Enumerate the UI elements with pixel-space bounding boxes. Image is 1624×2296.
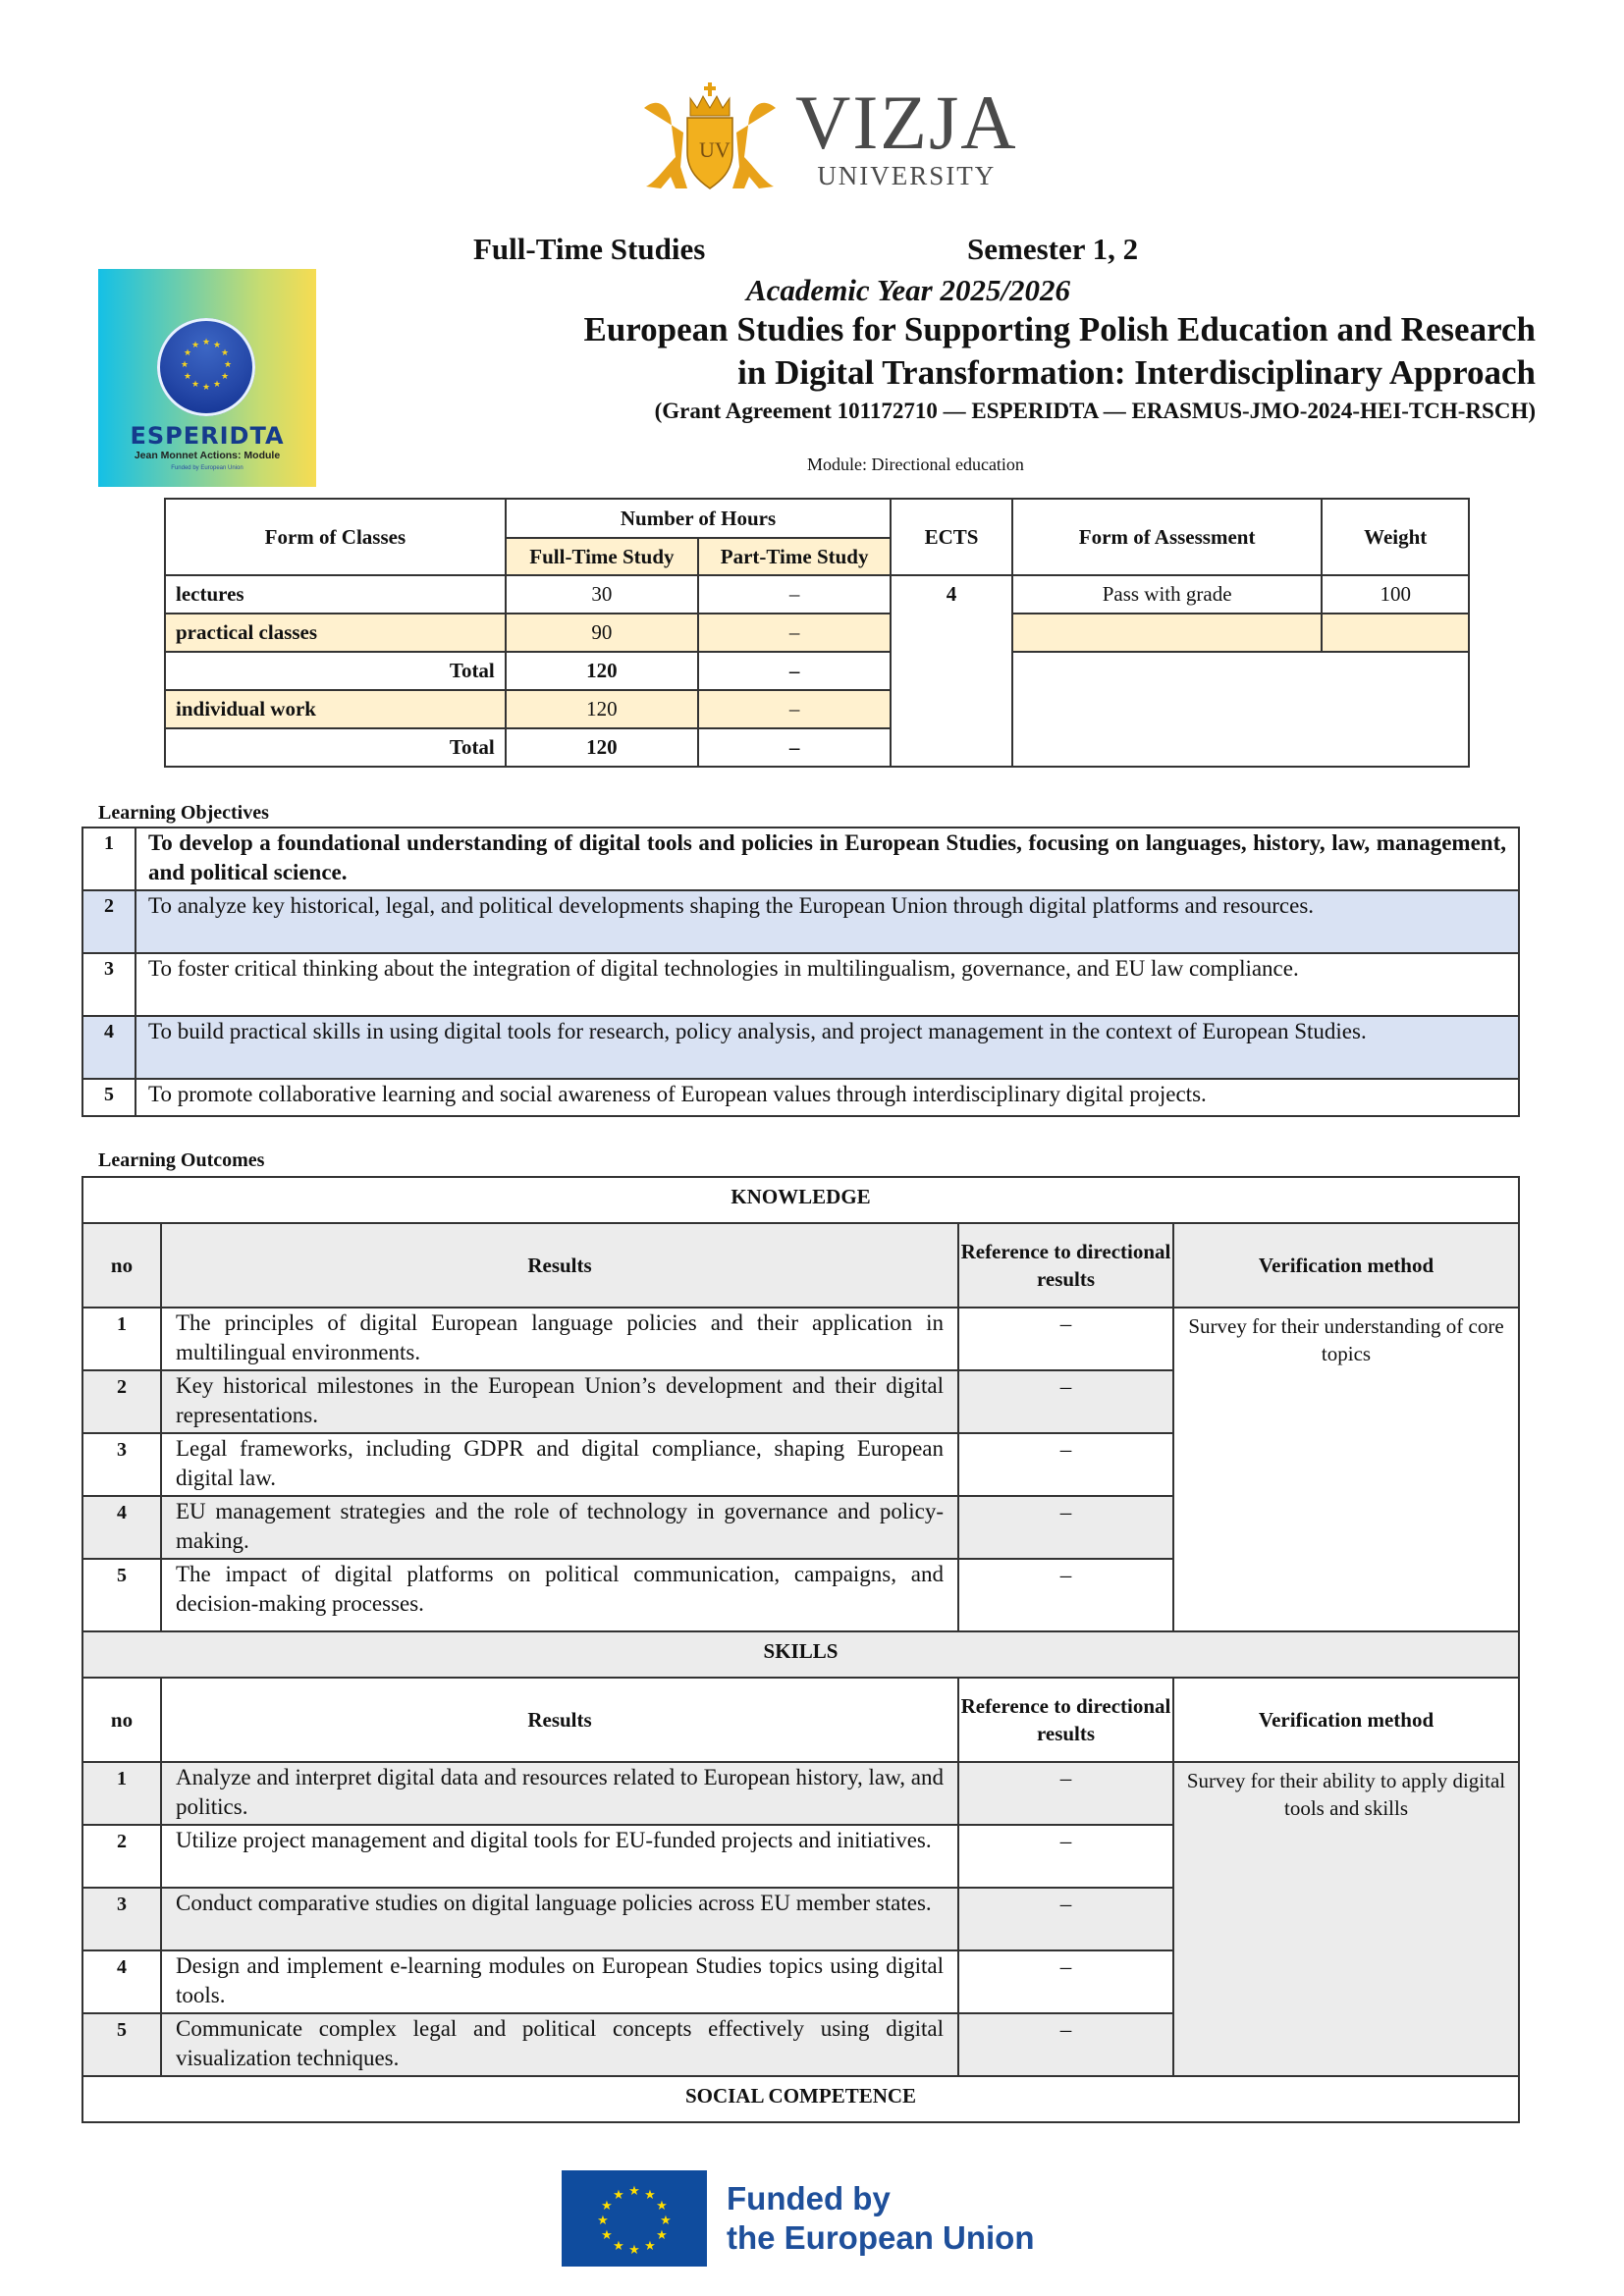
svg-text:★: ★ (613, 2188, 624, 2203)
part-time-cell: – (698, 575, 891, 614)
col-full-time: Full-Time Study (506, 538, 698, 575)
full-time-total: 120 (506, 728, 698, 767)
objective-row (82, 953, 1519, 1016)
outcome-reference: – (958, 1433, 1173, 1496)
svg-text:★: ★ (660, 2214, 672, 2228)
funded-by-eu-logo (562, 2169, 1092, 2268)
full-time-cell: 30 (506, 575, 698, 614)
vizja-university-logo (636, 79, 1018, 196)
outcome-number: 5 (82, 1559, 161, 1631)
col-no: no (82, 1678, 161, 1762)
svg-text:★: ★ (180, 360, 189, 370)
knowledge-heading: KNOWLEDGE (82, 1177, 1519, 1223)
col-number-of-hours: Number of Hours (506, 499, 891, 538)
objective-text: To analyze key historical, legal, and political developments shaping the European Union through digital platforms and resources. (135, 890, 1519, 953)
col-results: Results (161, 1678, 958, 1762)
outcome-text: Analyze and interpret digital data and resources related to European history, law, and politics. (161, 1762, 958, 1825)
outcome-number: 4 (82, 1496, 161, 1559)
knowledge-verification: Survey for their understanding of core topics (1173, 1308, 1519, 1631)
university-name: VIZJA (795, 80, 1018, 165)
grant-agreement: (Grant Agreement 101172710 — ESPERIDTA — ERASMUS-JMO-2024-HEI-TCH-RSCH) (654, 399, 1536, 423)
outcome-number: 5 (82, 2013, 161, 2076)
svg-text:★: ★ (223, 360, 233, 370)
part-time-cell: – (698, 690, 891, 728)
module-label: Module: Directional education (807, 454, 1024, 474)
outcome-reference: – (958, 1888, 1173, 1950)
col-reference: Reference to directional results (958, 1223, 1173, 1308)
outcome-text: Key historical milestones in the European Union’s development and their digital representations. (161, 1370, 958, 1433)
outcome-number: 2 (82, 1825, 161, 1888)
col-verification: Verification method (1173, 1678, 1519, 1762)
objective-text: To develop a foundational understanding of digital tools and policies in European Studies, focusing on languages, history, law, management, and political science. (135, 828, 1519, 890)
form-cell: practical classes (165, 614, 506, 652)
semester: Semester 1, 2 (967, 232, 1139, 266)
svg-text:★: ★ (201, 338, 211, 347)
university-subtitle: UNIVERSITY (817, 161, 997, 190)
full-time-cell: 90 (506, 614, 698, 652)
knowledge-row (82, 1308, 1519, 1370)
objective-text: To foster critical thinking about the integration of digital technologies in multilingualism, governance, and EU law compliance. (135, 953, 1519, 1016)
skills-row (82, 1762, 1519, 1825)
social-competence-heading: SOCIAL COMPETENCE (82, 2076, 1519, 2122)
outcome-text: Utilize project management and digital tools for EU-funded projects and initiatives. (161, 1825, 958, 1888)
full-time-cell: 120 (506, 690, 698, 728)
objective-number: 4 (82, 1016, 135, 1079)
svg-text:UV: UV (699, 137, 731, 162)
eu-flag-icon (562, 2170, 707, 2267)
esperidta-logo (98, 269, 316, 487)
outcome-number: 4 (82, 1950, 161, 2013)
svg-text:★: ★ (597, 2214, 609, 2228)
svg-text:★: ★ (183, 348, 192, 358)
col-reference: Reference to directional results (958, 1678, 1173, 1762)
outcome-reference: – (958, 1496, 1173, 1559)
outcome-reference: – (958, 1825, 1173, 1888)
col-part-time: Part-Time Study (698, 538, 891, 575)
total-label: Total (165, 652, 506, 690)
objective-row (82, 890, 1519, 953)
learning-outcomes-heading: Learning Outcomes (98, 1149, 265, 1171)
svg-text:★: ★ (613, 2239, 624, 2254)
outcome-reference: – (958, 1370, 1173, 1433)
assessment-value: Pass with grade (1012, 575, 1323, 614)
svg-text:★: ★ (601, 2199, 613, 2214)
esperidta-funded: Funded by European Union (171, 465, 244, 471)
svg-text:★: ★ (190, 341, 200, 350)
part-time-total: – (698, 652, 891, 690)
skills-column-headers (82, 1678, 1519, 1762)
objective-number: 1 (82, 828, 135, 890)
study-mode: Full-Time Studies (473, 232, 706, 266)
svg-text:★: ★ (220, 348, 230, 358)
form-cell: lectures (165, 575, 506, 614)
eu-funded-line2: the European Union (727, 2219, 1035, 2256)
col-no: no (82, 1223, 161, 1308)
objective-text: To build practical skills in using digital tools for research, policy analysis, and project management in the context of European Studies. (135, 1016, 1519, 1079)
svg-text:★: ★ (190, 380, 200, 390)
crest-icon (636, 79, 784, 196)
skills-heading: SKILLS (82, 1631, 1519, 1678)
svg-text:★: ★ (644, 2239, 656, 2254)
objective-number: 5 (82, 1079, 135, 1116)
outcome-reference: – (958, 1559, 1173, 1631)
outcome-number: 3 (82, 1433, 161, 1496)
svg-text:★: ★ (628, 2184, 640, 2199)
course-title-line1: European Studies for Supporting Polish Education and Research (583, 310, 1536, 348)
outcome-number: 2 (82, 1370, 161, 1433)
ects-value: 4 (891, 575, 1012, 767)
outcome-text: Conduct comparative studies on digital language policies across EU member states. (161, 1888, 958, 1950)
eu-funded-line1: Funded by (727, 2180, 891, 2216)
outcome-reference: – (958, 1950, 1173, 2013)
objective-text: To promote collaborative learning and social awareness of European values through interdisciplinary digital projects. (135, 1079, 1519, 1116)
outcome-reference: – (958, 2013, 1173, 2076)
knowledge-column-headers (82, 1223, 1519, 1308)
svg-text:★: ★ (183, 372, 192, 382)
objective-row (82, 1079, 1519, 1116)
outcome-text: Communicate complex legal and political concepts effectively using digital visualization techniques. (161, 2013, 958, 2076)
course-title-line2: in Digital Transformation: Interdisciplinary Approach (737, 353, 1536, 392)
part-time-cell: – (698, 614, 891, 652)
eu-stars-circle-icon (157, 318, 255, 416)
table-row (165, 575, 1469, 614)
col-form-of-assessment: Form of Assessment (1012, 499, 1323, 575)
svg-text:★: ★ (656, 2199, 668, 2214)
col-results: Results (161, 1223, 958, 1308)
outcome-reference: – (958, 1308, 1173, 1370)
svg-text:★: ★ (644, 2188, 656, 2203)
table-row (165, 614, 1469, 652)
assessment-blank (1012, 652, 1469, 767)
skills-verification: Survey for their ability to apply digital tools and skills (1173, 1762, 1519, 2076)
objective-row (82, 1016, 1519, 1079)
objective-number: 2 (82, 890, 135, 953)
col-form-of-classes: Form of Classes (165, 499, 506, 575)
outcome-number: 1 (82, 1308, 161, 1370)
svg-text:★: ★ (212, 341, 222, 350)
full-time-total: 120 (506, 652, 698, 690)
outcome-number: 3 (82, 1888, 161, 1950)
col-weight: Weight (1322, 499, 1469, 575)
table-row (165, 652, 1469, 690)
outcome-text: The principles of digital European language policies and their application in multilingual environments. (161, 1308, 958, 1370)
outcome-number: 1 (82, 1762, 161, 1825)
academic-year: Academic Year 2025/2026 (746, 273, 1071, 307)
svg-text:★: ★ (628, 2243, 640, 2258)
svg-text:★: ★ (656, 2228, 668, 2243)
outcome-text: EU management strategies and the role of technology in governance and policy-making. (161, 1496, 958, 1559)
learning-objectives-table (81, 827, 1520, 1117)
objective-row (82, 828, 1519, 890)
esperidta-title: ESPERIDTA (130, 422, 285, 450)
svg-text:★: ★ (212, 380, 222, 390)
svg-text:★: ★ (601, 2228, 613, 2243)
form-cell: individual work (165, 690, 506, 728)
hours-table (164, 498, 1470, 768)
outcome-reference: – (958, 1762, 1173, 1825)
total-label: Total (165, 728, 506, 767)
outcome-text: Design and implement e-learning modules on European Studies topics using digital tools. (161, 1950, 958, 2013)
svg-text:★: ★ (220, 372, 230, 382)
outcome-text: Legal frameworks, including GDPR and digital compliance, shaping European digital law. (161, 1433, 958, 1496)
esperidta-subtitle: Jean Monnet Actions: Module (134, 450, 281, 461)
weight-value: 100 (1322, 575, 1469, 614)
svg-text:★: ★ (201, 383, 211, 393)
learning-objectives-heading: Learning Objectives (98, 802, 269, 824)
weight-empty (1322, 614, 1469, 652)
objective-number: 3 (82, 953, 135, 1016)
col-ects: ECTS (891, 499, 1012, 575)
learning-outcomes-table (81, 1176, 1520, 2123)
part-time-total: – (698, 728, 891, 767)
assessment-empty (1012, 614, 1323, 652)
col-verification: Verification method (1173, 1223, 1519, 1308)
outcome-text: The impact of digital platforms on political communication, campaigns, and decision-making processes. (161, 1559, 958, 1631)
